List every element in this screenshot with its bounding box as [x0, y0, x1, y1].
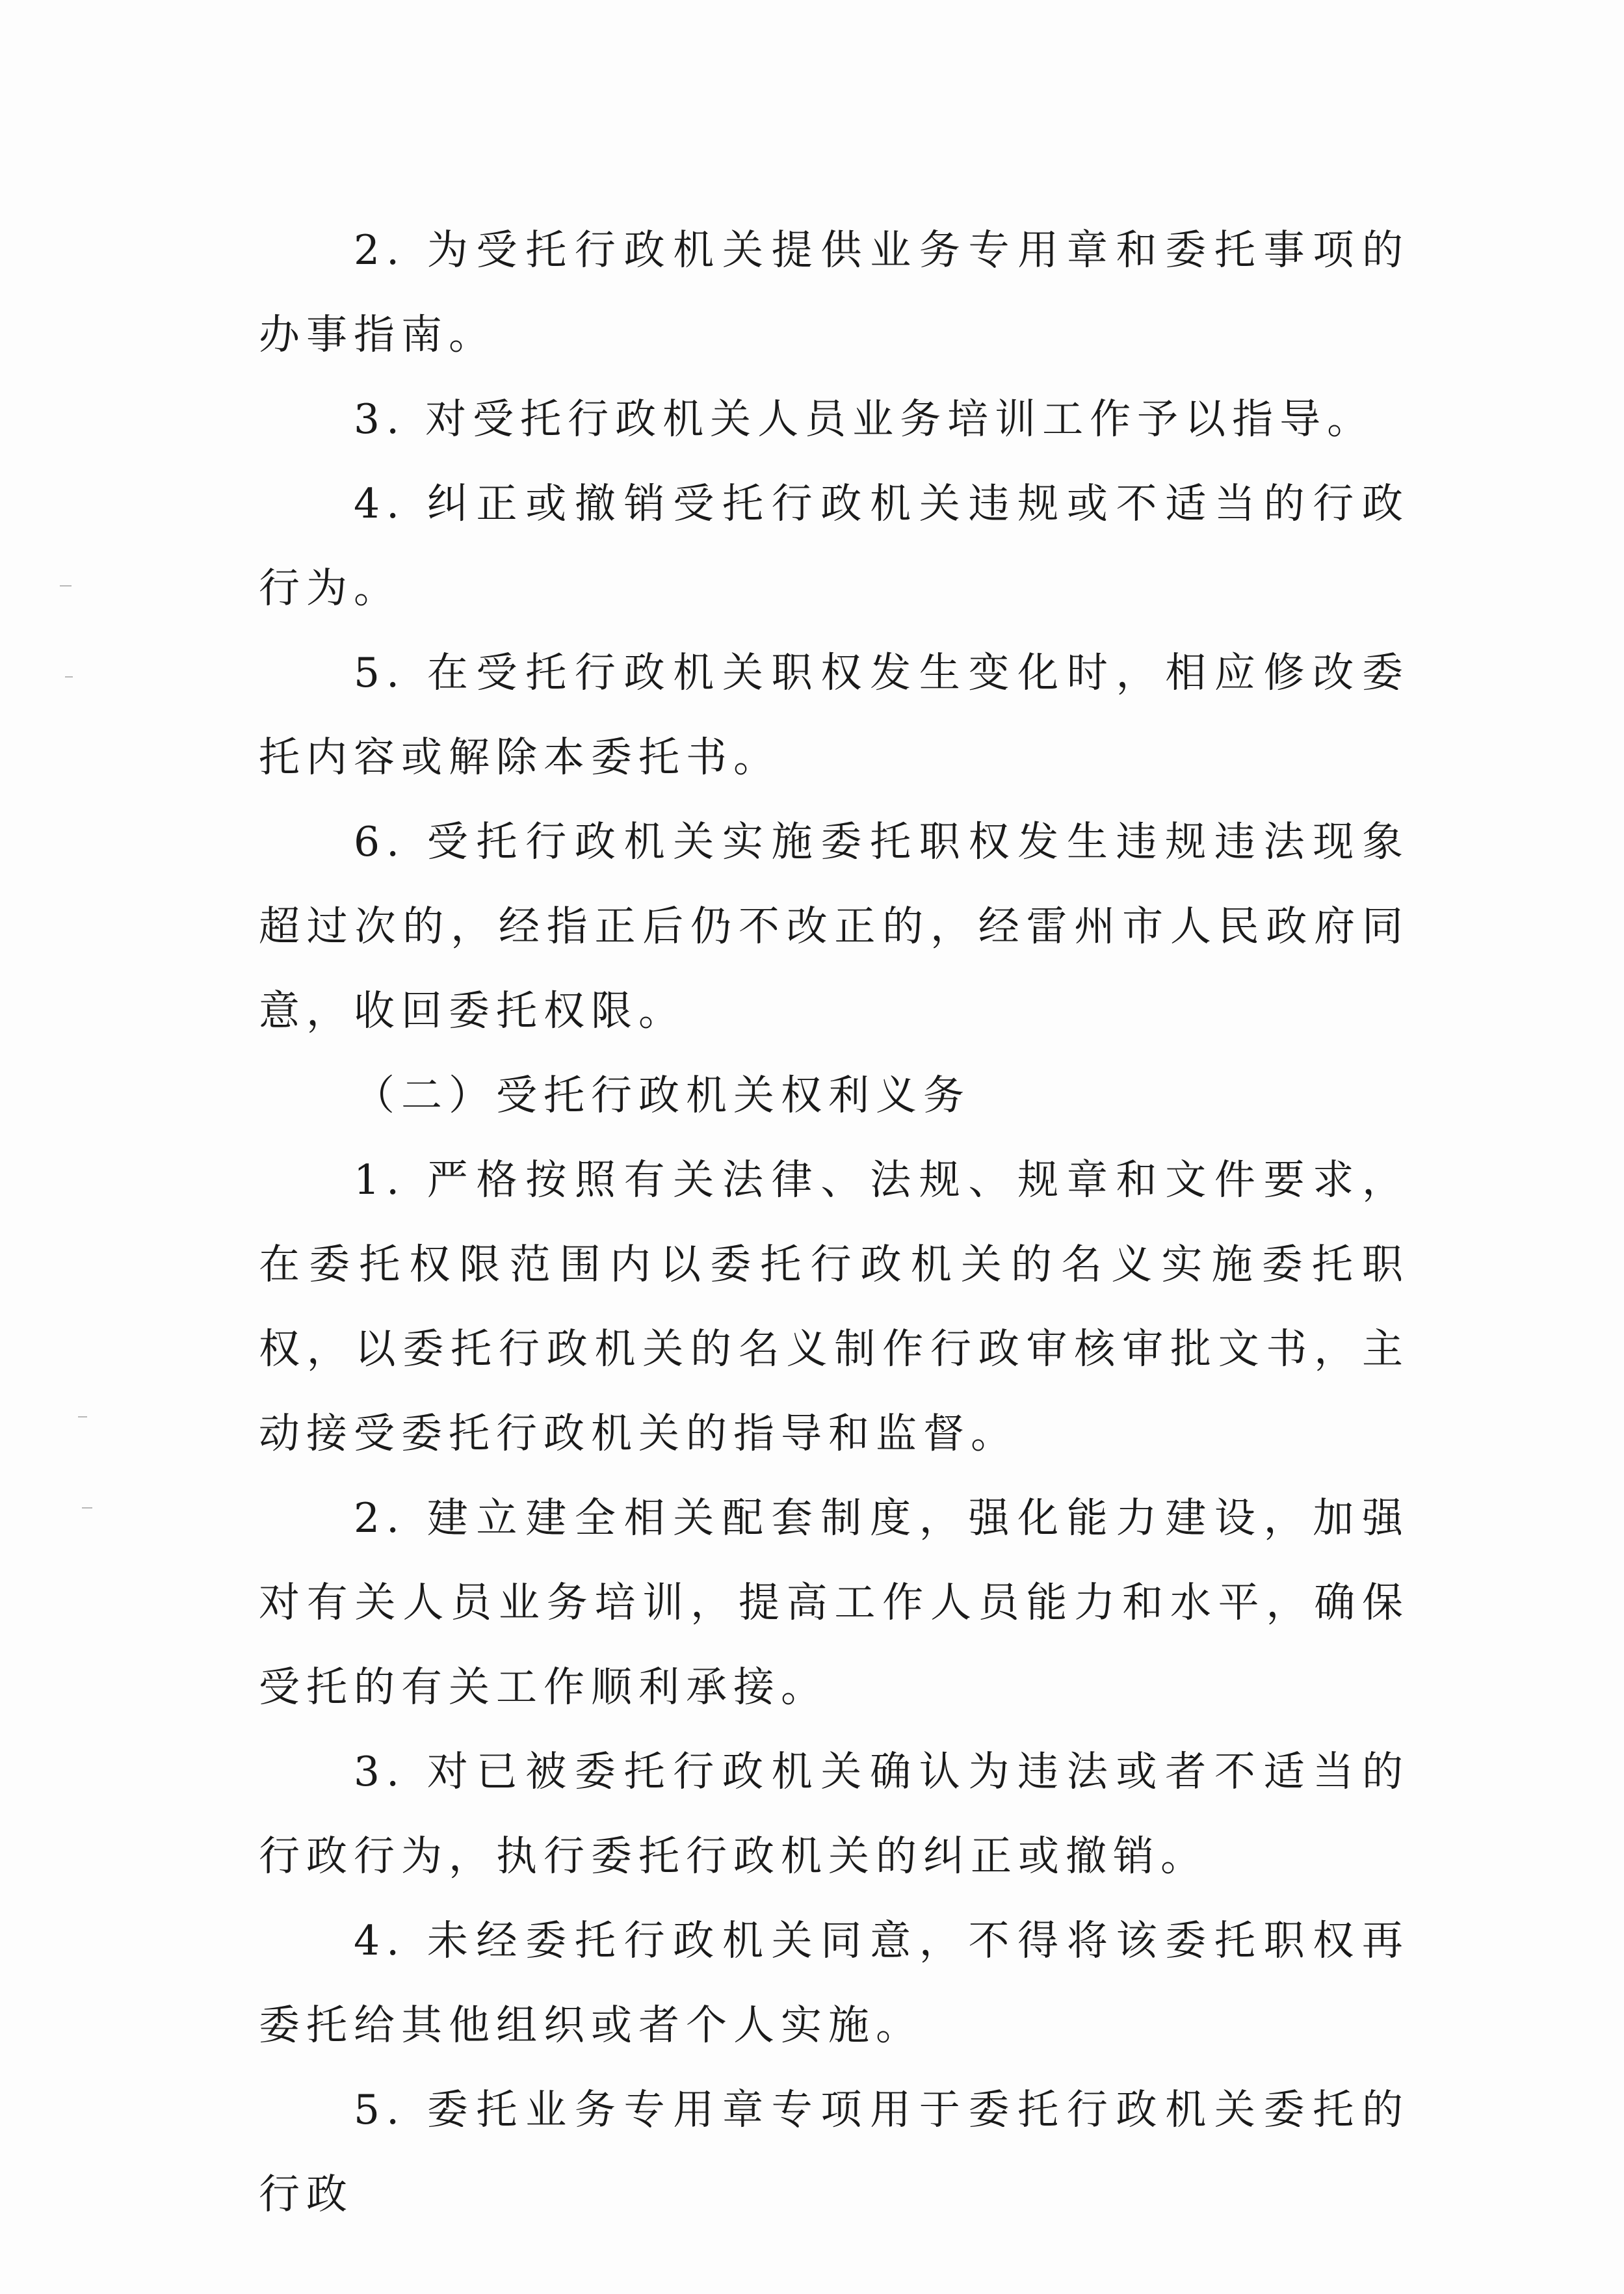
paragraph: 1. 严格按照有关法律、法规、规章和文件要求，在委托权限范围内以委托行政机关的名义实施委托职权，以委托行政机关的名义制作行政审核审批文书，主动接受委托行政机关的指导和监督。	[259, 1156, 1409, 1457]
paragraph: 4. 未经委托行政机关同意，不得将该委托职权再委托给其他组织或者个人实施。	[259, 1917, 1409, 2049]
paragraph: 5. 在受托行政机关职权发生变化时，相应修改委托内容或解除本委托书。	[259, 649, 1409, 781]
paragraph: 2. 建立建全相关配套制度，强化能力建设，加强对有关人员业务培训，提高工作人员能力和水平，确保受托的有关工作顺利承接。	[259, 1494, 1409, 1711]
paragraph: 4. 纠正或撤销受托行政机关违规或不适当的行政行为。	[259, 480, 1409, 612]
paragraph: 3. 对已被委托行政机关确认为违法或者不适当的行政行为，执行委托行政机关的纠正或撤销。	[259, 1748, 1409, 1880]
scan-mark	[78, 1416, 87, 1417]
document-body	[259, 208, 1409, 2237]
scan-mark	[82, 1507, 92, 1509]
scan-mark	[60, 585, 72, 587]
paragraph: 2. 为受托行政机关提供业务专用章和委托事项的办事指南。	[259, 226, 1409, 358]
scan-mark	[65, 676, 73, 678]
section-heading: （二）受托行政机关权利义务	[354, 1072, 971, 1119]
paragraph: 3. 对受托行政机关人员业务培训工作予以指导。	[354, 395, 1375, 443]
paragraph: 6. 受托行政机关实施委托职权发生违规违法现象超过次的，经指正后仍不改正的，经雷州市人民政府同意，收回委托权限。	[259, 818, 1409, 1035]
paragraph: 5. 委托业务专用章专项用于委托行政机关委托的行政	[259, 2086, 1409, 2218]
